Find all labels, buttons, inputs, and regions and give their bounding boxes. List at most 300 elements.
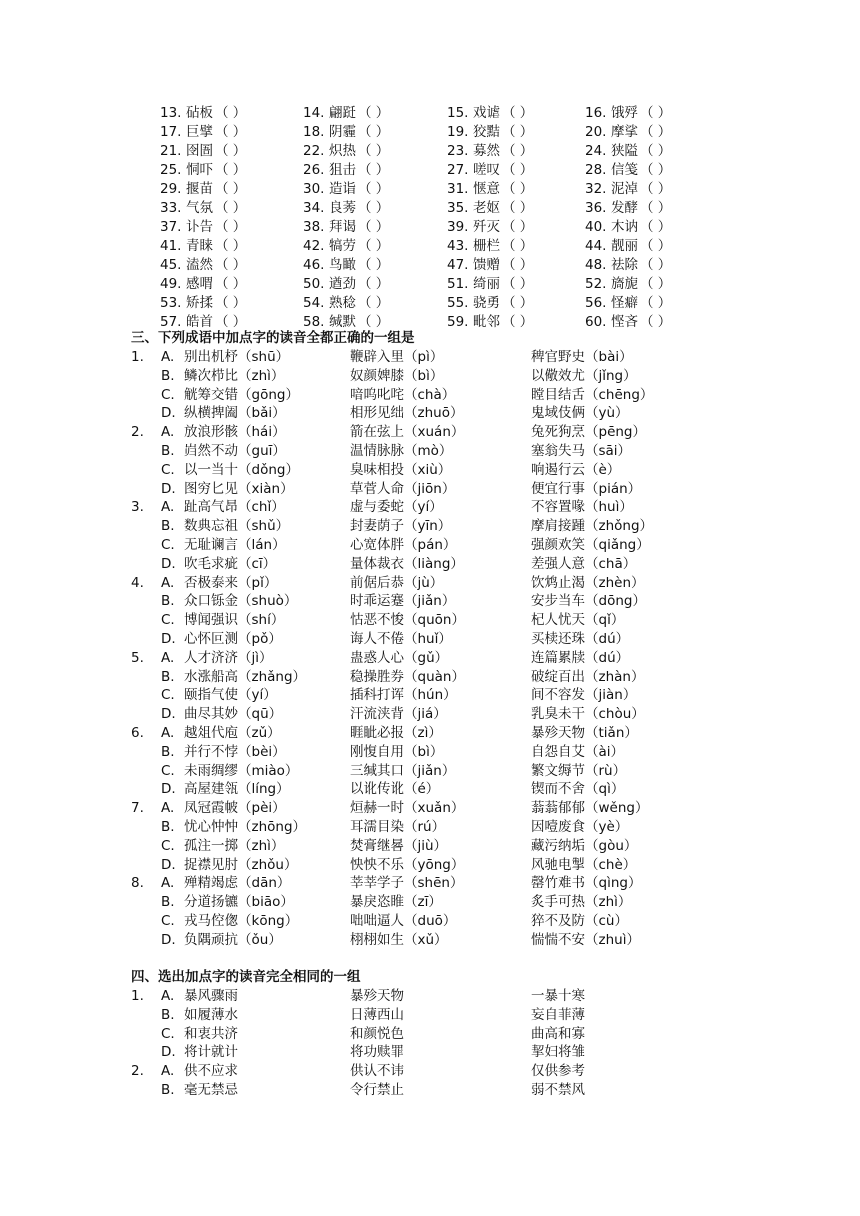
- vocab-item: [160, 180, 246, 199]
- idiom-entry: 破绽百出（zhàn）: [531, 668, 645, 685]
- vocab-item: [160, 142, 246, 161]
- idiom-entry: 响遏行云（è）: [531, 461, 621, 478]
- vocab-number: 57.: [160, 314, 182, 330]
- option-row: [131, 536, 731, 555]
- vocab-number: 13.: [160, 105, 182, 121]
- vocab-item: [447, 104, 533, 123]
- option-letter: B.: [161, 1081, 175, 1098]
- idiom-entry: 和衷共济: [184, 1025, 238, 1042]
- idiom-entry: 汗流浃背（jiá）: [350, 706, 447, 723]
- option-row: [131, 1043, 731, 1062]
- idiom-entry: 耳濡目染（rú）: [350, 818, 446, 835]
- idiom-entry: 睚眦必报（zì）: [350, 724, 442, 741]
- idiom-entry: 猝不及防（cù）: [531, 912, 628, 929]
- option-letter: A.: [161, 574, 175, 591]
- idiom-entry: 饮鸩止渴（zhèn）: [531, 574, 645, 591]
- answer-blank: （ ）: [640, 276, 672, 292]
- idiom-entry: 莘莘学子（shēn）: [350, 875, 464, 892]
- vocab-number: 35.: [447, 200, 469, 216]
- option-row: [131, 404, 731, 423]
- idiom-entry: 箭在弦上（xuán）: [350, 424, 465, 441]
- vocab-row: [160, 161, 720, 180]
- answer-blank: （ ）: [640, 314, 672, 330]
- option-row: [131, 555, 731, 574]
- answer-blank: （ ）: [358, 276, 390, 292]
- idiom-entry: 殚精竭虑（dān）: [184, 875, 291, 892]
- option-row: [131, 367, 731, 386]
- vocab-word: 旖旎: [611, 276, 638, 292]
- vocab-word: 馈赠: [473, 257, 500, 273]
- vocab-word: 揠苗: [186, 181, 213, 197]
- idiom-entry: 兔死狗烹（pēng）: [531, 424, 647, 441]
- option-letter: D.: [161, 480, 176, 497]
- idiom-entry: 以儆效尤（jǐng）: [531, 367, 637, 384]
- idiom-entry: 以一当十（dǒng）: [184, 461, 299, 478]
- vocab-row: [160, 123, 720, 142]
- option-row: [131, 498, 731, 517]
- idiom-entry: 稳操胜券（quàn）: [350, 668, 465, 685]
- vocab-number: 50.: [303, 276, 325, 292]
- idiom-entry: 鬼域伎俩（yù）: [531, 405, 629, 422]
- option-row: [131, 799, 731, 818]
- idiom-entry: 因噎废食（yè）: [531, 818, 629, 835]
- vocab-item: [585, 218, 671, 237]
- idiom-entry: 弱不禁风: [531, 1081, 585, 1098]
- option-row: [131, 893, 731, 912]
- option-letter: B.: [161, 593, 175, 610]
- question-number: 4.: [131, 574, 144, 591]
- idiom-entry: 将功赎罪: [350, 1044, 404, 1061]
- idiom-entry: 岿然不动（guī）: [184, 442, 286, 459]
- idiom-entry: 毫无禁忌: [184, 1081, 238, 1098]
- question-group: [131, 987, 731, 1062]
- option-row: [131, 780, 731, 799]
- vocab-item: [303, 142, 389, 161]
- option-letter: C.: [161, 386, 175, 403]
- idiom-entry: 图穷匕见（xiàn）: [184, 480, 294, 497]
- idiom-entry: 臭味相投（xiù）: [350, 461, 452, 478]
- option-letter: C.: [161, 1025, 175, 1042]
- idiom-entry: 繁文缛节（rù）: [531, 762, 627, 779]
- question-number: 5.: [131, 649, 144, 666]
- vocab-row: [160, 256, 720, 275]
- question-number: 3.: [131, 499, 144, 516]
- vocab-word: 造诣: [329, 181, 356, 197]
- answer-blank: （ ）: [640, 162, 672, 178]
- vocab-word: 嗟叹: [473, 162, 500, 178]
- vocab-number: 17.: [160, 124, 182, 140]
- idiom-entry: 将计就计: [184, 1044, 238, 1061]
- vocab-item: [160, 161, 246, 180]
- idiom-entry: 趾高气昂（chǐ）: [184, 499, 285, 516]
- vocab-item: [447, 256, 533, 275]
- option-row: [131, 743, 731, 762]
- idiom-entry: 高屋建瓴（líng）: [184, 781, 290, 798]
- idiom-entry: 杞人忧天（qǐ）: [531, 612, 625, 629]
- vocab-word: 缄默: [329, 314, 356, 330]
- option-letter: A.: [161, 724, 175, 741]
- option-row: [131, 423, 731, 442]
- answer-blank: （ ）: [215, 124, 247, 140]
- vocab-item: [447, 294, 533, 313]
- idiom-entry: 一暴十寒: [531, 988, 585, 1004]
- idiom-entry: 罄竹难书（qìng）: [531, 875, 642, 892]
- idiom-entry: 塞翁失马（sāi）: [531, 442, 632, 459]
- vocab-item: [303, 275, 389, 294]
- idiom-entry: 封妻荫子（yīn）: [350, 518, 452, 535]
- vocab-number: 59.: [447, 314, 469, 330]
- idiom-entry: 博闻强识（shí）: [184, 612, 285, 629]
- idiom-entry: 数典忘祖（shǔ）: [184, 518, 290, 535]
- option-row: [131, 1006, 731, 1025]
- vocab-number: 23.: [447, 143, 469, 159]
- vocab-word: 囹圄: [186, 143, 213, 159]
- question-number: 2.: [131, 424, 144, 441]
- vocab-number: 60.: [585, 314, 607, 330]
- idiom-entry: 炙手可热（zhì）: [531, 894, 632, 911]
- answer-blank: （ ）: [358, 181, 390, 197]
- vocab-grid: [160, 104, 720, 332]
- vocab-word: 摩挲: [611, 124, 638, 140]
- question-number: 2.: [131, 1063, 144, 1080]
- question-group: [131, 574, 731, 649]
- vocab-word: 戏谑: [473, 105, 500, 121]
- option-letter: D.: [161, 856, 176, 873]
- option-letter: B.: [161, 743, 175, 760]
- option-letter: D.: [161, 1044, 176, 1061]
- vocab-item: [303, 237, 389, 256]
- idiom-entry: 否极泰来（pǐ）: [184, 574, 278, 591]
- answer-blank: （ ）: [502, 295, 534, 311]
- vocab-word: 信笺: [611, 162, 638, 178]
- option-letter: D.: [161, 931, 176, 948]
- option-letter: D.: [161, 630, 176, 647]
- answer-blank: （ ）: [640, 257, 672, 273]
- vocab-number: 36.: [585, 200, 607, 216]
- vocab-item: [585, 123, 671, 142]
- vocab-word: 翩跹: [329, 105, 356, 121]
- option-letter: A.: [161, 649, 175, 666]
- option-row: [131, 480, 731, 499]
- answer-blank: （ ）: [215, 219, 247, 235]
- idiom-entry: 分道扬镳（biāo）: [184, 894, 294, 911]
- answer-blank: （ ）: [502, 162, 534, 178]
- vocab-word: 毗邻: [473, 314, 500, 330]
- answer-blank: （ ）: [502, 200, 534, 216]
- idiom-entry: 藏污纳垢（gòu）: [531, 837, 638, 854]
- answer-blank: （ ）: [502, 314, 534, 330]
- answer-blank: （ ）: [502, 238, 534, 254]
- vocab-word: 饿殍: [611, 105, 638, 121]
- answer-blank: （ ）: [215, 238, 247, 254]
- answer-blank: （ ）: [358, 314, 390, 330]
- vocab-word: 狭隘: [611, 143, 638, 159]
- vocab-number: 19.: [447, 124, 469, 140]
- answer-blank: （ ）: [215, 314, 247, 330]
- option-letter: D.: [161, 706, 176, 723]
- question-group: [131, 1062, 731, 1100]
- answer-blank: （ ）: [640, 124, 672, 140]
- idiom-entry: 自怨自艾（ài）: [531, 743, 625, 760]
- question-number: 8.: [131, 875, 144, 892]
- idiom-entry: 凤冠霞帔（pèi）: [184, 800, 286, 817]
- section-4-title: 四、选出加点字的读音完全相同的一组: [131, 969, 361, 985]
- idiom-entry: 挈妇将雏: [531, 1044, 585, 1061]
- vocab-number: 43.: [447, 238, 469, 254]
- option-letter: A.: [161, 349, 175, 365]
- vocab-row: [160, 180, 720, 199]
- answer-blank: （ ）: [502, 181, 534, 197]
- vocab-item: [585, 294, 671, 313]
- option-letter: A.: [161, 1063, 175, 1080]
- vocab-number: 14.: [303, 105, 325, 121]
- idiom-entry: 和颜悦色: [350, 1025, 404, 1042]
- option-letter: B.: [161, 442, 175, 459]
- vocab-word: 恫吓: [186, 162, 213, 178]
- idiom-entry: 心宽体胖（pán）: [350, 536, 457, 553]
- answer-blank: （ ）: [215, 162, 247, 178]
- option-row: [131, 668, 731, 687]
- option-letter: B.: [161, 1006, 175, 1023]
- option-row: [131, 592, 731, 611]
- answer-blank: （ ）: [358, 105, 390, 121]
- idiom-entry: 间不容发（jiàn）: [531, 687, 637, 704]
- option-row: [131, 912, 731, 931]
- answer-blank: （ ）: [215, 200, 247, 216]
- idiom-entry: 曲尽其妙（qū）: [184, 706, 283, 723]
- vocab-item: [585, 256, 671, 275]
- question-number: 1.: [131, 349, 144, 365]
- vocab-number: 54.: [303, 295, 325, 311]
- option-letter: C.: [161, 687, 175, 704]
- question-group: [131, 649, 731, 724]
- vocab-item: [160, 199, 246, 218]
- answer-blank: （ ）: [215, 276, 247, 292]
- idiom-entry: 吹毛求疵（cī）: [184, 555, 277, 572]
- vocab-word: 泥淖: [611, 181, 638, 197]
- option-row: [131, 931, 731, 950]
- vocab-word: 骁勇: [473, 295, 500, 311]
- vocab-item: [303, 199, 389, 218]
- vocab-number: 24.: [585, 143, 607, 159]
- idiom-entry: 觥筹交错（gōng）: [184, 386, 299, 403]
- option-row: [131, 856, 731, 875]
- answer-blank: （ ）: [502, 219, 534, 235]
- vocab-word: 皓首: [186, 314, 213, 330]
- idiom-entry: 人才济济（jì）: [184, 649, 273, 666]
- vocab-word: 老妪: [473, 200, 500, 216]
- vocab-word: 发酵: [611, 200, 638, 216]
- vocab-row: [160, 218, 720, 237]
- idiom-entry: 负隅顽抗（ǒu）: [184, 931, 282, 948]
- question-number: 1.: [131, 988, 144, 1004]
- idiom-entry: 焚膏继晷（jiù）: [350, 837, 448, 854]
- vocab-number: 16.: [585, 105, 607, 121]
- idiom-entry: 草菅人命（jiōn）: [350, 480, 456, 497]
- vocab-word: 鸟瞰: [329, 257, 356, 273]
- vocab-item: [585, 180, 671, 199]
- option-row: [131, 348, 731, 367]
- option-row: [131, 1081, 731, 1100]
- vocab-item: [447, 218, 533, 237]
- option-row: [131, 611, 731, 630]
- idiom-entry: 奴颜婢膝（bì）: [350, 367, 444, 384]
- answer-blank: （ ）: [640, 105, 672, 121]
- vocab-item: [585, 142, 671, 161]
- vocab-item: [585, 237, 671, 256]
- option-letter: A.: [161, 499, 175, 516]
- vocab-item: [160, 275, 246, 294]
- idiom-entry: 众口铄金（shuò）: [184, 593, 298, 610]
- vocab-word: 巨擘: [186, 124, 213, 140]
- vocab-item: [585, 275, 671, 294]
- vocab-number: 42.: [303, 238, 325, 254]
- vocab-item: [160, 256, 246, 275]
- idiom-entry: 鞭辟入里（pì）: [350, 349, 444, 365]
- vocab-word: 矫揉: [186, 295, 213, 311]
- vocab-number: 38.: [303, 219, 325, 235]
- idiom-entry: 暴风骤雨: [184, 988, 238, 1004]
- option-row: [131, 1025, 731, 1044]
- idiom-entry: 怙恶不悛（quōn）: [350, 612, 465, 629]
- option-row: [131, 386, 731, 405]
- idiom-entry: 忧心忡忡（zhōng）: [184, 818, 307, 835]
- option-row: [131, 1062, 731, 1081]
- idiom-entry: 越俎代庖（zǔ）: [184, 724, 281, 741]
- vocab-word: 遒劲: [329, 276, 356, 292]
- idiom-entry: 仅供参考: [531, 1063, 585, 1080]
- vocab-row: [160, 237, 720, 256]
- idiom-entry: 瞠目结舌（chēng）: [531, 386, 654, 403]
- vocab-word: 木讷: [611, 219, 638, 235]
- answer-blank: （ ）: [358, 257, 390, 273]
- vocab-item: [447, 161, 533, 180]
- idiom-entry: 放浪形骸（hái）: [184, 424, 286, 441]
- idiom-entry: 量体裁衣（liàng）: [350, 555, 464, 572]
- answer-blank: （ ）: [640, 143, 672, 159]
- vocab-number: 39.: [447, 219, 469, 235]
- idiom-entry: 蛊惑人心（gǔ）: [350, 649, 449, 666]
- option-row: [131, 724, 731, 743]
- vocab-number: 58.: [303, 314, 325, 330]
- option-row: [131, 874, 731, 893]
- vocab-number: 45.: [160, 257, 182, 273]
- option-row: [131, 762, 731, 781]
- idiom-entry: 蓊蓊郁郁（wěng）: [531, 800, 649, 817]
- section-3-title: 三、下列成语中加点字的读音全都正确的一组是: [131, 330, 415, 346]
- idiom-entry: 以讹传讹（é）: [350, 781, 440, 798]
- vocab-number: 47.: [447, 257, 469, 273]
- vocab-number: 53.: [160, 295, 182, 311]
- vocab-word: 熟稔: [329, 295, 356, 311]
- idiom-entry: 连篇累牍（dú）: [531, 649, 630, 666]
- idiom-entry: 曲高和寡: [531, 1025, 585, 1042]
- vocab-word: 怪癖: [611, 295, 638, 311]
- vocab-number: 55.: [447, 295, 469, 311]
- question-number: 7.: [131, 800, 144, 817]
- answer-blank: （ ）: [358, 295, 390, 311]
- idiom-entry: 温情脉脉（mò）: [350, 442, 453, 459]
- vocab-word: 炽热: [329, 143, 356, 159]
- idiom-entry: 并行不悖（bèi）: [184, 743, 286, 760]
- answer-blank: （ ）: [502, 105, 534, 121]
- idiom-entry: 安步当车（dōng）: [531, 593, 646, 610]
- vocab-word: 感喟: [186, 276, 213, 292]
- idiom-entry: 乳臭未干（chòu）: [531, 706, 645, 723]
- option-letter: B.: [161, 367, 175, 384]
- vocab-item: [585, 199, 671, 218]
- vocab-number: 46.: [303, 257, 325, 273]
- idiom-entry: 烜赫一时（xuǎn）: [350, 800, 465, 817]
- idiom-entry: 孤注一掷（zhì）: [184, 837, 285, 854]
- idiom-entry: 不容置喙（huì）: [531, 499, 633, 516]
- vocab-number: 22.: [303, 143, 325, 159]
- idiom-entry: 未雨绸缪（miào）: [184, 762, 299, 779]
- question-group: [131, 498, 731, 573]
- vocab-number: 40.: [585, 219, 607, 235]
- idiom-entry: 颐指气使（yí）: [184, 687, 277, 704]
- idiom-entry: 别出机杼（shū）: [184, 349, 290, 365]
- answer-blank: （ ）: [640, 219, 672, 235]
- answer-blank: （ ）: [358, 124, 390, 140]
- answer-blank: （ ）: [640, 181, 672, 197]
- option-row: [131, 837, 731, 856]
- option-letter: A.: [161, 988, 175, 1004]
- option-row: [131, 686, 731, 705]
- idiom-entry: 时乖运蹇（jiǎn）: [350, 593, 456, 610]
- vocab-number: 31.: [447, 181, 469, 197]
- vocab-number: 18.: [303, 124, 325, 140]
- vocab-number: 15.: [447, 105, 469, 121]
- answer-blank: （ ）: [502, 276, 534, 292]
- option-row: [131, 461, 731, 480]
- option-row: [131, 818, 731, 837]
- vocab-row: [160, 294, 720, 313]
- idiom-entry: 供认不讳: [350, 1063, 404, 1080]
- answer-blank: （ ）: [640, 295, 672, 311]
- vocab-item: [303, 123, 389, 142]
- option-letter: C.: [161, 762, 175, 779]
- vocab-number: 52.: [585, 276, 607, 292]
- idiom-entry: 鳞次栉比（zhì）: [184, 367, 285, 384]
- vocab-number: 49.: [160, 276, 182, 292]
- vocab-item: [303, 180, 389, 199]
- idiom-entry: 令行禁止: [350, 1081, 404, 1098]
- vocab-row: [160, 142, 720, 161]
- vocab-item: [447, 123, 533, 142]
- idiom-entry: 诲人不倦（huǐ）: [350, 630, 452, 647]
- idiom-entry: 便宜行事（pián）: [531, 480, 642, 497]
- vocab-word: 悭吝: [611, 314, 638, 330]
- vocab-number: 26.: [303, 162, 325, 178]
- idiom-entry: 咄咄逼人（duō）: [350, 912, 457, 929]
- option-letter: C.: [161, 612, 175, 629]
- vocab-item: [303, 218, 389, 237]
- option-letter: B.: [161, 518, 175, 535]
- answer-blank: （ ）: [215, 181, 247, 197]
- answer-blank: （ ）: [358, 219, 390, 235]
- vocab-item: [303, 256, 389, 275]
- answer-blank: （ ）: [215, 295, 247, 311]
- vocab-item: [160, 123, 246, 142]
- vocab-row: [160, 199, 720, 218]
- idiom-entry: 栩栩如生（xǔ）: [350, 931, 448, 948]
- vocab-word: 募然: [473, 143, 500, 159]
- idiom-entry: 暴戾恣睢（zī）: [350, 894, 442, 911]
- option-row: [131, 705, 731, 724]
- vocab-item: [303, 104, 389, 123]
- vocab-item: [303, 161, 389, 180]
